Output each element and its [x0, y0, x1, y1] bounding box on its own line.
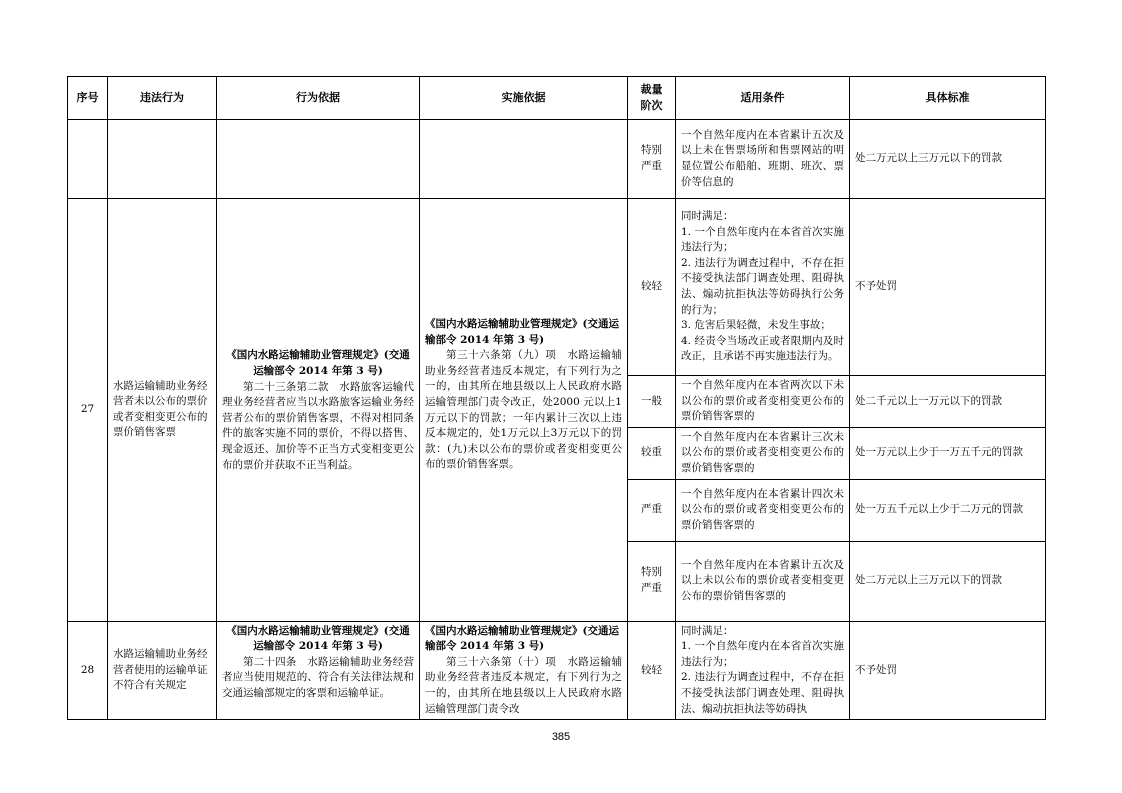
- condition-cell: 一个自然年度内在本省累计五次及以上未以公布的票价或者变相变更公布的票价销售客票的: [676, 541, 850, 621]
- header-standard: 具体标准: [850, 77, 1046, 120]
- header-impl: 实施依据: [420, 77, 628, 120]
- standard-cell: 处二千元以上一万元以下的罚款: [850, 376, 1046, 428]
- header-behavior: 违法行为: [108, 77, 217, 120]
- impl-text: 第三十六条第（十）项 水路运输辅助业务经营者违反本规定，有下列行为之一的，由其所在地县级以上人民政府水路运输管理部门责令改: [425, 655, 622, 715]
- cont-behavior-cell: [108, 120, 217, 199]
- basis-title: 《国内水路运输辅助业管理规定》(交通运输部令 2014 年第 3 号): [226, 349, 410, 377]
- level-cell: 较轻: [628, 199, 676, 376]
- page-number: 385: [551, 731, 571, 743]
- standard-cell: 不予处罚: [850, 199, 1046, 376]
- behavior-cell: 水路运输辅助业务经营者未以公布的票价或者变相变更公布的票价销售客票: [108, 199, 217, 622]
- level-cell: 较轻: [628, 621, 676, 720]
- table-row-continued: [68, 120, 1046, 199]
- basis-cell: [217, 621, 420, 720]
- level-cell: 特别严重: [628, 541, 676, 621]
- cont-impl-cell: [420, 120, 628, 199]
- table-row-27: [68, 199, 1046, 376]
- behavior-cell: 水路运输辅助业务经营者使用的运输单证不符合有关规定: [108, 621, 217, 720]
- basis-text: 第二十三条第二款 水路旅客运输代理业务经营者应当以水路旅客运输业务经营者公布的票价销售客票，不得对相同条件的旅客实施不同的票价，不得以搭售、现金返还、加价等不正当方式变相变更公布的票价并获取不正当利益。: [222, 380, 414, 471]
- impl-title: 《国内水路运输辅助业管理规定》(交通运输部令 2014 年第 3 号): [425, 318, 619, 346]
- standard-cell: 处一万元以上少于一万五千元的罚款: [850, 427, 1046, 479]
- seq-cell: 28: [68, 621, 108, 720]
- condition-line: 2. 违法行为调查过程中，不存在拒不接受执法部门调查处理、阻碍执法、煽动抗拒执法等妨碍执行公务的行为；: [681, 256, 844, 316]
- condition-cell: [676, 199, 850, 376]
- condition-cell: 一个自然年度内在本省累计三次未以公布的票价或者变相变更公布的票价销售客票的: [676, 427, 850, 479]
- condition-cell: 一个自然年度内在本省累计五次及以上未在售票场所和售票网站的明显位置公布船舶、班期、班次、票价等信息的: [676, 120, 850, 199]
- cont-seq-cell: [68, 120, 108, 199]
- condition-cell: 一个自然年度内在本省累计四次未以公布的票价或者变相变更公布的票价销售客票的: [676, 479, 850, 541]
- header-seq: 序号: [68, 77, 108, 120]
- impl-cell: [420, 199, 628, 622]
- condition-line: 同时满足：: [681, 624, 734, 637]
- enforcement-table: [67, 76, 1046, 720]
- basis-title: 《国内水路运输辅助业管理规定》(交通运输部令 2014 年第 3 号): [226, 624, 410, 653]
- condition-line: 1. 一个自然年度内在本省首次实施违法行为；: [681, 225, 844, 254]
- cont-basis-cell: [217, 120, 420, 199]
- header-basis: 行为依据: [217, 77, 420, 120]
- condition-line: 3. 危害后果轻微，未发生事故；: [681, 319, 831, 332]
- condition-line: 1. 一个自然年度内在本省首次实施违法行为；: [681, 640, 844, 668]
- condition-line: 2. 违法行为调查过程中，不存在拒不接受执法部门调查处理、阻碍执法、煽动抗拒执法等妨碍执: [681, 671, 844, 715]
- level-cell: 较重: [628, 427, 676, 479]
- impl-title: 《国内水路运输辅助业管理规定》(交通运输部令 2014 年第 3 号): [425, 624, 619, 653]
- basis-text: 第二十四条 水路运输辅助业务经营者应当使用规范的、符合有关法律法规和交通运输部规定的客票和运输单证。: [222, 655, 414, 699]
- level-cell: 严重: [628, 479, 676, 541]
- table-row-28: [68, 621, 1046, 720]
- standard-cell: 不予处罚: [850, 621, 1046, 720]
- condition-line: 4. 经责令当场改正或者限期内及时改正，且承诺不再实施违法行为。: [681, 334, 844, 363]
- condition-cell: [676, 621, 850, 720]
- level-cell: 特别严重: [628, 120, 676, 199]
- header-level: 裁量阶次: [628, 77, 676, 120]
- impl-cell: [420, 621, 628, 720]
- standard-cell: 处一万五千元以上少于二万元的罚款: [850, 479, 1046, 541]
- seq-cell: 27: [68, 199, 108, 622]
- condition-line: 同时满足：: [681, 210, 734, 223]
- condition-cell: 一个自然年度内在本省两次以下未以公布的票价或者变相变更公布的票价销售客票的: [676, 376, 850, 428]
- standard-cell: 处二万元以上三万元以下的罚款: [850, 120, 1046, 199]
- standard-cell: 处二万元以上三万元以下的罚款: [850, 541, 1046, 621]
- impl-text: 第三十六条第（九）项 水路运输辅助业务经营者违反本规定，有下列行为之一的，由其所在地县级以上人民政府水路运输管理部门责令改正，处2000 元以上1万元以下的罚款；一年内累计三次以上违反本规定的，处1万元以上3万元以下的罚款：(九)未以公布的票价或者变相变更公布的票价销售客票。: [425, 349, 622, 471]
- header-row: [68, 77, 1046, 120]
- level-cell: 一般: [628, 376, 676, 428]
- basis-cell: [217, 199, 420, 622]
- header-condition: 适用条件: [676, 77, 850, 120]
